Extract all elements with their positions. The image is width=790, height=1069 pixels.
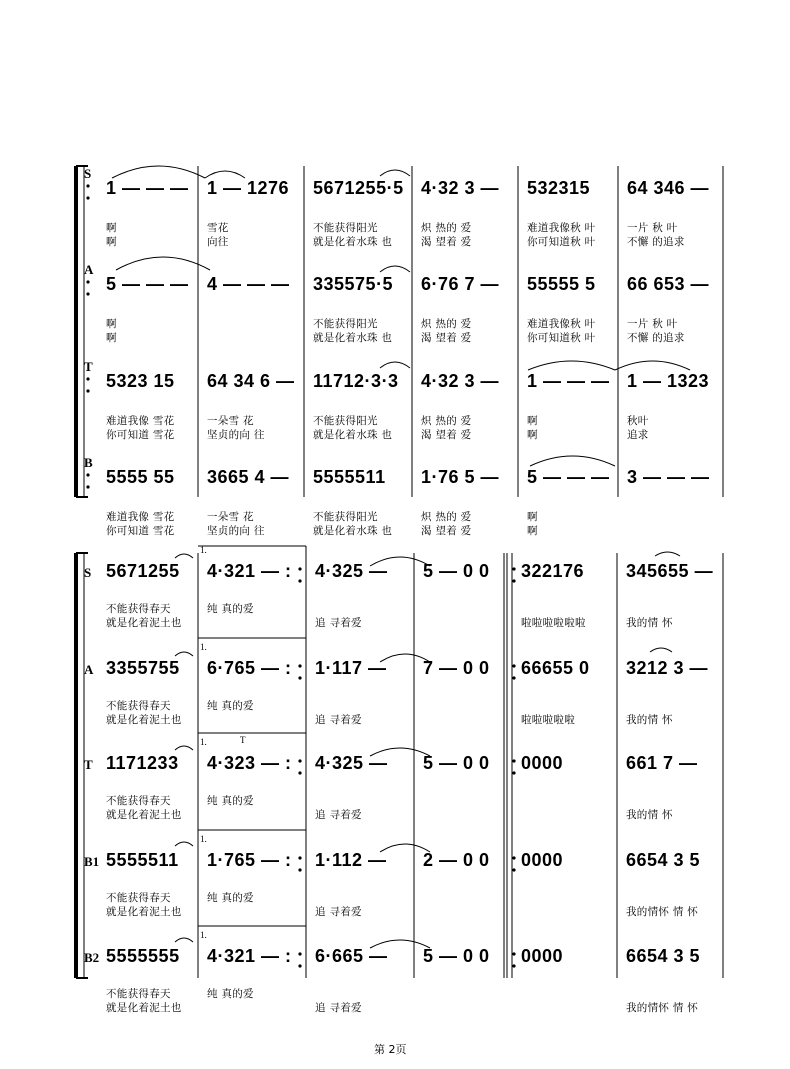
- slur: [175, 554, 193, 558]
- part-label: A: [84, 262, 94, 277]
- measure-notes: 1 — 1323: [627, 371, 710, 391]
- slur: [380, 170, 410, 176]
- measure-notes: 5671255·5: [313, 178, 404, 198]
- repeat-dot: [298, 868, 301, 871]
- start-dot: [86, 196, 89, 199]
- lyric-line-1: 纯 真的爱: [207, 795, 254, 807]
- slur: [116, 257, 210, 270]
- measure-notes: 6·665 —: [315, 946, 388, 966]
- measure-notes: 3212 3 —: [626, 658, 709, 678]
- slur: [615, 361, 690, 370]
- measure-notes: 1 — — —: [527, 371, 610, 391]
- measure-notes: 5323 15: [106, 371, 175, 391]
- measure-notes: 4·325 —: [315, 561, 388, 581]
- lyric-line-2: 渴 望着 爱: [421, 525, 472, 537]
- lyric-line-1: 不能获得春天: [106, 988, 171, 1000]
- measure-notes: 1·112 —: [315, 850, 387, 870]
- lyric-line-2: 就是化着泥土也: [106, 714, 182, 726]
- lyric-line-2: 就是化着水珠 也: [313, 525, 393, 537]
- lyric-line-2: 追求: [627, 429, 649, 441]
- measure-notes: 4·32 3 —: [421, 371, 500, 391]
- lyric-line-2: 我的情 怀: [626, 617, 673, 629]
- slur: [650, 648, 672, 652]
- lyric-line-2: 渴 望着 爱: [421, 236, 472, 248]
- measure-notes: 322176: [521, 561, 585, 581]
- measure-notes: 1·76 5 —: [421, 467, 500, 487]
- lyric-line-2: 追 寻着爱: [315, 906, 362, 918]
- measure-notes: 6654 3 5: [626, 946, 701, 966]
- repeat-dot: [512, 567, 515, 570]
- lyric-line-1: 一朵雪 花: [207, 415, 254, 427]
- start-dot: [86, 473, 89, 476]
- lyric-line-2: 就是化着泥土也: [106, 906, 182, 918]
- measure-notes: 5671255: [106, 561, 180, 581]
- slur: [175, 746, 193, 750]
- measure-notes: 6·76 7 —: [421, 274, 500, 294]
- measure-notes: 532315: [527, 178, 591, 198]
- measure-notes: 11712·3·3: [313, 371, 399, 391]
- repeat-dot: [512, 868, 515, 871]
- part-label: B: [84, 455, 93, 470]
- measure-notes: 4·321 — :: [207, 946, 292, 966]
- volta-number: 1.: [200, 834, 207, 844]
- part-label: T: [84, 757, 93, 772]
- slur: [528, 361, 615, 370]
- repeat-dot: [512, 856, 515, 859]
- repeat-dot: [512, 952, 515, 955]
- lyric-line-1: 不能获得阳光: [313, 511, 378, 523]
- lyric-line-2: 渴 望着 爱: [421, 429, 472, 441]
- lyric-line-1: 一片 秋 叶: [627, 318, 678, 330]
- lyric-line-2: 啊: [106, 332, 117, 344]
- measure-notes: 3665 4 —: [207, 467, 290, 487]
- measure-notes: 5 — — —: [527, 467, 610, 487]
- lyric-line-1: 炽 热的 爱: [421, 318, 472, 330]
- lyric-line-2: 就是化着泥土也: [106, 1002, 182, 1014]
- measure-notes: 335575·5: [313, 274, 394, 294]
- lyric-line-1: 难道我像秋 叶: [527, 318, 596, 330]
- measure-notes: 5555555: [106, 946, 180, 966]
- measure-notes: 5 — 0 0: [423, 946, 490, 966]
- page-number: 第 2页: [374, 1043, 407, 1056]
- repeat-dot: [298, 664, 301, 667]
- repeat-dot: [512, 579, 515, 582]
- part-label: S: [84, 565, 92, 580]
- part-label: B2: [84, 950, 100, 965]
- measure-notes: 3355755: [106, 658, 180, 678]
- measure-notes: 5 — 0 0: [423, 561, 490, 581]
- measure-notes: 661 7 —: [626, 753, 698, 773]
- measure-notes: 64 346 —: [627, 178, 710, 198]
- measure-notes: 2 — 0 0: [423, 850, 490, 870]
- lyric-line-1: 炽 热的 爱: [421, 415, 472, 427]
- lyric-line-1: 难道我像秋 叶: [527, 222, 596, 234]
- lyric-line-1: 一朵雪 花: [207, 511, 254, 523]
- lyric-line-1: 炽 热的 爱: [421, 511, 472, 523]
- repeat-dot: [298, 856, 301, 859]
- lyric-line-1: 纯 真的爱: [207, 700, 254, 712]
- lyric-line-2: 啦啦啦啦啦啦: [521, 617, 586, 629]
- lyric-line-2: 追 寻着爱: [315, 1002, 362, 1014]
- repeat-dot: [512, 771, 515, 774]
- measure-notes: 3 — — —: [627, 467, 710, 487]
- lyric-line-2: 追 寻着爱: [315, 617, 362, 629]
- slur: [380, 266, 410, 272]
- repeat-dot: [298, 676, 301, 679]
- measure-notes: 4 — — —: [207, 274, 290, 294]
- slur: [175, 938, 193, 942]
- lyric-line-1: 啊: [527, 511, 538, 523]
- lyric-line-2: 就是化着水珠 也: [313, 429, 393, 441]
- lyric-line-2: 就是化着泥土也: [106, 617, 182, 629]
- lyric-line-1: 不能获得春天: [106, 603, 171, 615]
- lyric-line-2: 坚贞的向 往: [207, 429, 265, 441]
- lyric-line-2: 啊: [527, 429, 538, 441]
- start-dot: [86, 292, 89, 295]
- repeat-dot: [512, 759, 515, 762]
- lyric-line-2: 不懈 的追求: [627, 236, 685, 248]
- measure-notes: 4·323 — :: [207, 753, 292, 773]
- lyric-line-2: 你可知道 雪花: [106, 429, 175, 441]
- lyric-line-2: 你可知道秋 叶: [527, 332, 596, 344]
- slur: [530, 456, 615, 466]
- lyric-line-1: 炽 热的 爱: [421, 222, 472, 234]
- lyric-line-2: 向往: [207, 236, 229, 248]
- lyric-line-2: 啊: [106, 236, 117, 248]
- start-dot: [86, 184, 89, 187]
- lyric-line-2: 我的情怀 情 怀: [626, 1002, 699, 1014]
- tenor-mark: T: [240, 735, 246, 745]
- measure-notes: 1·765 — :: [207, 850, 292, 870]
- lyric-line-2: 就是化着水珠 也: [313, 236, 393, 248]
- lyric-line-1: 不能获得春天: [106, 892, 171, 904]
- measure-notes: 4·32 3 —: [421, 178, 500, 198]
- lyric-line-1: 啊: [527, 415, 538, 427]
- lyric-line-1: 一片 秋 叶: [627, 222, 678, 234]
- lyric-line-1: 秋叶: [627, 415, 649, 427]
- lyric-line-2: 追 寻着爱: [315, 809, 362, 821]
- lyric-line-2: 我的情 怀: [626, 714, 673, 726]
- slur: [175, 652, 193, 656]
- measure-notes: 1 — 1276: [207, 178, 290, 198]
- measure-notes: 1 — — —: [106, 178, 189, 198]
- lyric-line-2: 就是化着泥土也: [106, 809, 182, 821]
- volta-number: 1.: [200, 930, 207, 940]
- measure-notes: 5555511: [106, 850, 179, 870]
- lyric-line-1: 啊: [106, 222, 117, 234]
- slur: [112, 166, 205, 178]
- measure-notes: 7 — 0 0: [423, 658, 490, 678]
- lyric-line-1: 不能获得春天: [106, 795, 171, 807]
- lyric-line-2: 啦啦啦啦啦: [521, 714, 575, 726]
- lyric-line-1: 不能获得阳光: [313, 415, 378, 427]
- lyric-line-2: 不懈 的追求: [627, 332, 685, 344]
- part-label: B1: [84, 854, 100, 869]
- lyric-line-1: 啊: [106, 318, 117, 330]
- lyric-line-1: 难道我像 雪花: [106, 415, 175, 427]
- measure-notes: 6654 3 5: [626, 850, 701, 870]
- lyric-line-1: 纯 真的爱: [207, 892, 254, 904]
- measure-notes: 5 — — —: [106, 274, 189, 294]
- lyric-line-1: 不能获得春天: [106, 700, 171, 712]
- lyric-line-1: 纯 真的爱: [207, 603, 254, 615]
- lyric-line-1: 雪花: [207, 222, 229, 234]
- slur: [205, 171, 245, 178]
- volta-number: 1.: [200, 545, 207, 555]
- part-label: A: [84, 662, 94, 677]
- repeat-dot: [298, 759, 301, 762]
- measure-notes: 5555 55: [106, 467, 175, 487]
- measure-notes: 6·765 — :: [207, 658, 292, 678]
- measure-notes: 0000: [521, 946, 564, 966]
- slur: [655, 552, 680, 556]
- lyric-line-2: 啊: [527, 525, 538, 537]
- volta-number: 1.: [200, 737, 207, 747]
- measure-notes: 0000: [521, 850, 564, 870]
- lyric-line-2: 我的情 怀: [626, 809, 673, 821]
- start-dot: [86, 389, 89, 392]
- lyric-line-2: 坚贞的向 往: [207, 525, 265, 537]
- slur: [380, 362, 410, 368]
- repeat-dot: [298, 952, 301, 955]
- lyric-line-1: 不能获得阳光: [313, 318, 378, 330]
- lyric-line-2: 追 寻着爱: [315, 714, 362, 726]
- measure-notes: 4·325 —: [315, 753, 388, 773]
- slur: [175, 842, 193, 846]
- part-label: T: [84, 359, 93, 374]
- lyric-line-2: 就是化着水珠 也: [313, 332, 393, 344]
- part-label: S: [84, 166, 92, 181]
- lyric-line-2: 渴 望着 爱: [421, 332, 472, 344]
- lyric-line-1: 纯 真的爱: [207, 988, 254, 1000]
- lyric-line-1: 不能获得阳光: [313, 222, 378, 234]
- lyric-line-2: 你可知道秋 叶: [527, 236, 596, 248]
- lyric-line-2: 我的情怀 情 怀: [626, 906, 699, 918]
- measure-notes: 4·321 — :: [207, 561, 292, 581]
- volta-number: 1.: [200, 642, 207, 652]
- repeat-dot: [298, 579, 301, 582]
- repeat-dot: [298, 567, 301, 570]
- measure-notes: 64 34 6 —: [207, 371, 295, 391]
- measure-notes: 1171233: [106, 753, 179, 773]
- measure-notes: 66655 0: [521, 658, 590, 678]
- lyric-line-2: 你可知道 雪花: [106, 525, 175, 537]
- repeat-dot: [298, 964, 301, 967]
- measure-notes: 55555 5: [527, 274, 596, 294]
- measure-notes: 66 653 —: [627, 274, 710, 294]
- start-dot: [86, 377, 89, 380]
- repeat-dot: [512, 964, 515, 967]
- measure-notes: 0000: [521, 753, 564, 773]
- repeat-dot: [298, 771, 301, 774]
- start-dot: [86, 280, 89, 283]
- measure-notes: 5 — 0 0: [423, 753, 490, 773]
- repeat-dot: [512, 664, 515, 667]
- measure-notes: 1·117 —: [315, 658, 387, 678]
- measure-notes: 345655 —: [626, 561, 714, 581]
- lyric-line-1: 难道我像 雪花: [106, 511, 175, 523]
- measure-notes: 5555511: [313, 467, 386, 487]
- start-dot: [86, 485, 89, 488]
- repeat-dot: [512, 676, 515, 679]
